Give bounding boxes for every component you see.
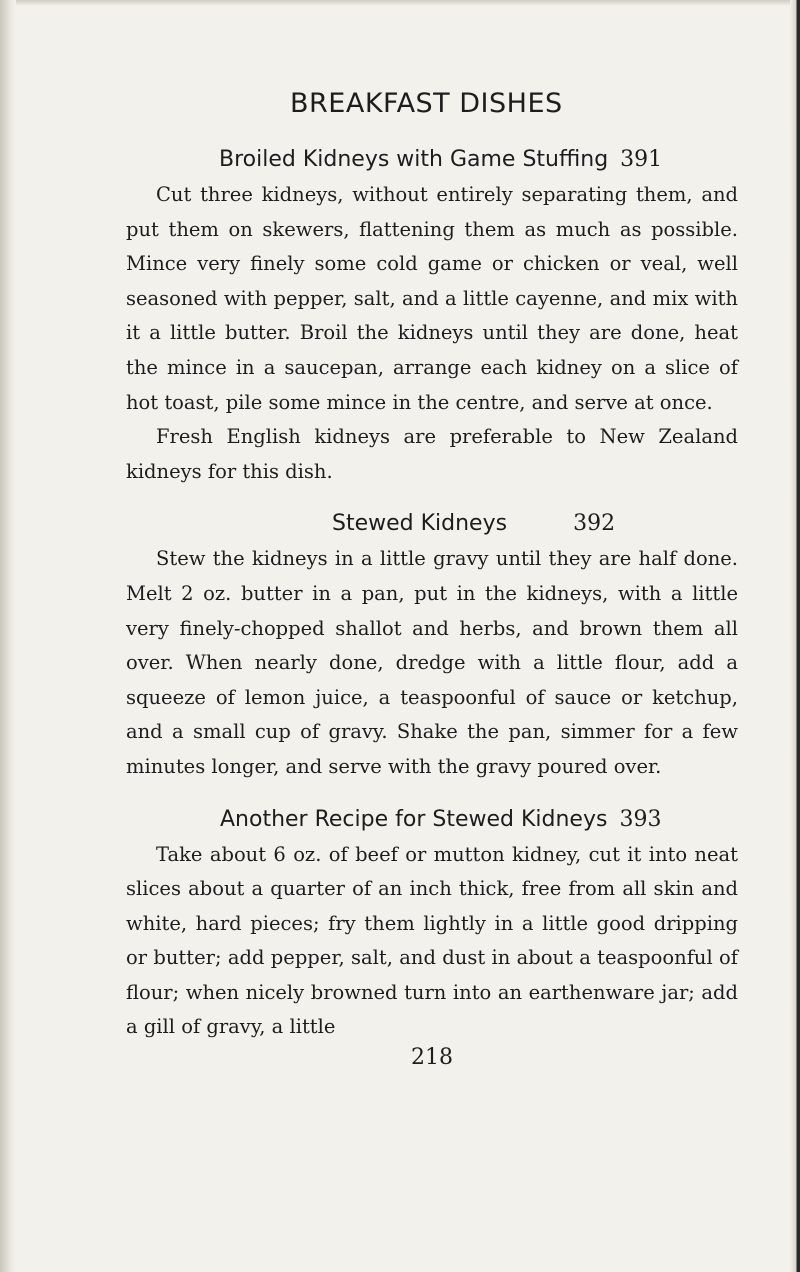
recipe-title <box>332 511 738 536</box>
recipe-paragraph: Take about 6 oz. of beef or mutton kidney, cut it into neat slices about a quarter of an inch thick, free from all skin and white, hard pieces; fry them lightly in a little good dripping or butter; add pepper, salt, and dust in about a teaspoonful of flour; when nicely browned turn into an earthenware jar; add a gill of gravy, a little <box>126 842 738 1039</box>
running-head: BREAKFAST DISHES <box>290 88 563 119</box>
recipe-392 <box>126 511 738 784</box>
recipe-title <box>219 147 738 172</box>
recipe-paragraph: Cut three kidneys, without entirely separating them, and put them on skewers, flattening them as much as possible. Mince very finely some cold game or chicken or veal, well seasoned with pepper, salt, and a little cayenne, and mix with it a little butter. Broil the kidneys until they are done, heat the mince in a saucepan, arrange each kidney on a slice of hot toast, pile some mince in the centre, and serve at once. <box>126 183 738 414</box>
recipe-number: 392 <box>573 511 616 537</box>
recipe-number: 391 <box>620 147 663 172</box>
recipe-number: 393 <box>619 806 662 832</box>
recipe-paragraph: Stew the kidneys in a little gravy until they are half done. Melt 2 oz. butter in a pan, put in the kidneys, with a little very finely-chopped shallot and herbs, and brown them all over. When nearly done, dredge with a little flour, add a squeeze of lemon juice, a teaspoonful of sauce or ketchup, and a small cup of gravy. Shake the pan, simmer for a few minutes longer, and serve with the gravy poured over. <box>126 547 738 778</box>
recipe-393 <box>126 807 738 1046</box>
recipe-title <box>220 807 738 832</box>
page-right-edge <box>790 0 800 1272</box>
book-page <box>126 88 738 1070</box>
recipe-paragraph: Fresh English kidneys are preferable to New Zealand kidneys for this dish. <box>126 425 738 483</box>
page-binding-edge <box>0 0 16 1272</box>
recipe-title-text: Another Recipe for Stewed Kidneys <box>220 806 608 832</box>
recipe-391 <box>126 147 738 489</box>
page-number: 218 <box>411 1045 453 1071</box>
recipe-title-text: Broiled Kidneys with Game Stuffing <box>219 147 609 172</box>
page-top-edge <box>0 0 800 6</box>
recipe-title-text: Stewed Kidneys <box>332 511 508 537</box>
